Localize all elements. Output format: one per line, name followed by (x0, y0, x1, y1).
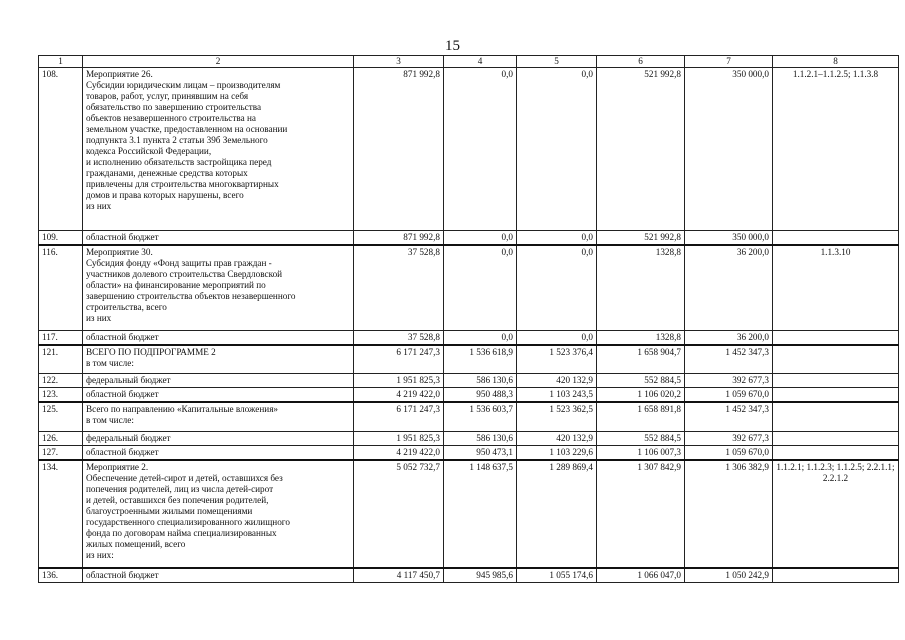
description-line: жилых помещений, всего (86, 538, 186, 549)
target-reference-cell (773, 374, 899, 388)
amount-cell-c3: 871 992,8 (354, 231, 444, 246)
target-reference-cell (773, 231, 899, 246)
amount-cell-c5: 1 055 174,6 (517, 568, 597, 583)
description-line: фонда по договорам найма специализированных (86, 527, 277, 538)
column-header: 1 (39, 56, 83, 68)
amount-cell-c4: 950 473,1 (444, 445, 517, 460)
amount-cell-c5: 0,0 (517, 68, 597, 231)
target-reference-cell (773, 445, 899, 460)
amount-cell-c7: 1 059 670,0 (685, 388, 773, 403)
description-line: домов и права которых нарушены, всего (86, 190, 244, 200)
amount-cell-c7: 392 677,3 (685, 374, 773, 388)
amount-cell-c3: 4 117 450,7 (354, 568, 444, 583)
amount-cell-c7: 36 200,0 (685, 330, 773, 345)
column-header: 7 (685, 56, 773, 68)
amount-cell-c7: 350 000,0 (685, 231, 773, 246)
description-line: из них (86, 313, 112, 323)
column-header: 2 (83, 56, 354, 68)
target-reference-cell (773, 388, 899, 403)
amount-cell-c5: 1 289 869,4 (517, 460, 597, 568)
amount-cell-c4: 0,0 (444, 68, 517, 231)
amount-cell-c3: 5 052 732,7 (354, 460, 444, 568)
amount-cell-c5: 1 103 243,5 (517, 388, 597, 403)
amount-cell-c3: 37 528,8 (354, 330, 444, 345)
amount-cell-c5: 0,0 (517, 245, 597, 330)
amount-cell-c4: 586 130,6 (444, 374, 517, 388)
description-line: объектов незавершенного строительства на (86, 113, 256, 123)
amount-cell-c7: 1 452 347,3 (685, 402, 773, 431)
amount-cell-c5: 1 103 229,6 (517, 445, 597, 460)
description-line: попечения родителей, лиц из числа детей-сирот (86, 483, 274, 494)
target-reference-cell (773, 568, 899, 583)
amount-cell-c4: 586 130,6 (444, 431, 517, 445)
table-row (39, 460, 899, 568)
amount-cell-c3: 871 992,8 (354, 68, 444, 231)
page-number: 15 (445, 38, 460, 54)
amount-cell-c6: 1 307 842,9 (597, 460, 685, 568)
table-row (39, 568, 899, 583)
amount-cell-c5: 420 132,9 (517, 431, 597, 445)
table-body (39, 68, 899, 583)
description-line: Мероприятие 2. (86, 461, 149, 472)
description-line: завершению строительства объектов незавершенного (86, 291, 296, 301)
row-number-cell: 109. (39, 231, 83, 246)
description-line: из них: (86, 549, 114, 560)
row-number-cell: 123. (39, 388, 83, 403)
description-line: области» на финансирование мероприятий по (86, 280, 266, 290)
amount-cell-c6: 521 992,8 (597, 68, 685, 231)
description-line: Субсидии юридическим лицам – производителям (86, 80, 281, 90)
amount-cell-c5: 0,0 (517, 330, 597, 345)
column-header: 3 (354, 56, 444, 68)
target-reference-cell: 1.1.3.10 (773, 245, 899, 330)
row-number-cell: 117. (39, 330, 83, 345)
amount-cell-c4: 950 488,3 (444, 388, 517, 403)
description-line: кодекса Российской Федерации, (86, 146, 212, 156)
amount-cell-c6: 1 658 904,7 (597, 345, 685, 374)
amount-cell-c3: 1 951 825,3 (354, 374, 444, 388)
amount-cell-c5: 0,0 (517, 231, 597, 246)
description-cell (83, 68, 354, 231)
amount-cell-c7: 392 677,3 (685, 431, 773, 445)
description-line: Мероприятие 26. (86, 69, 153, 79)
column-header: 5 (517, 56, 597, 68)
amount-cell-c5: 420 132,9 (517, 374, 597, 388)
table-row (39, 245, 899, 330)
table-row (39, 431, 899, 445)
description-line: земельном участке, предоставленном на основании (86, 124, 288, 134)
row-number-cell: 134. (39, 460, 83, 568)
description-cell (83, 431, 354, 445)
description-line: областной бюджет (86, 232, 159, 242)
amount-cell-c3: 4 219 422,0 (354, 388, 444, 403)
target-reference-cell (773, 402, 899, 431)
table-row (39, 231, 899, 246)
amount-cell-c6: 1328,8 (597, 245, 685, 330)
amount-cell-c6: 1 658 891,8 (597, 402, 685, 431)
description-line: и исполнению обязательств застройщика перед (86, 157, 272, 167)
row-number-cell: 121. (39, 345, 83, 374)
description-line: государственного специализированного жилищного (86, 516, 290, 527)
row-number-cell: 125. (39, 402, 83, 431)
target-reference-cell (773, 345, 899, 374)
description-line: федеральный бюджет (86, 375, 171, 385)
table-row (39, 68, 899, 231)
budget-table (38, 55, 899, 583)
description-line: в том числе: (86, 357, 134, 368)
column-header: 4 (444, 56, 517, 68)
table-row (39, 388, 899, 403)
row-number-cell: 136. (39, 568, 83, 583)
amount-cell-c5: 1 523 376,4 (517, 345, 597, 374)
amount-cell-c6: 1328,8 (597, 330, 685, 345)
row-number-cell: 122. (39, 374, 83, 388)
target-reference-cell: 1.1.2.1; 1.1.2.3; 1.1.2.5; 2.2.1.1; 2.2.1.2 (773, 460, 899, 568)
amount-cell-c6: 552 884,5 (597, 431, 685, 445)
target-reference-cell (773, 330, 899, 345)
target-reference-cell: 1.1.2.1–1.1.2.5; 1.1.3.8 (773, 68, 899, 231)
description-cell (83, 245, 354, 330)
column-header: 6 (597, 56, 685, 68)
table-row (39, 374, 899, 388)
amount-cell-c6: 1 066 047,0 (597, 568, 685, 583)
description-cell (83, 345, 354, 374)
amount-cell-c4: 1 148 637,5 (444, 460, 517, 568)
amount-cell-c6: 1 106 020,2 (597, 388, 685, 403)
amount-cell-c7: 1 306 382,9 (685, 460, 773, 568)
amount-cell-c6: 521 992,8 (597, 231, 685, 246)
table-row (39, 402, 899, 431)
amount-cell-c4: 0,0 (444, 330, 517, 345)
amount-cell-c7: 1 050 242,9 (685, 568, 773, 583)
description-cell (83, 388, 354, 403)
description-cell (83, 374, 354, 388)
amount-cell-c3: 37 528,8 (354, 245, 444, 330)
description-cell (83, 460, 354, 568)
description-cell (83, 231, 354, 246)
description-line: участников долевого строительства Свердловской (86, 269, 283, 279)
table-header-row (39, 56, 899, 68)
table-row (39, 330, 899, 345)
amount-cell-c7: 350 000,0 (685, 68, 773, 231)
description-line: и детей, оставшихся без попечения родителей, (86, 494, 269, 505)
description-line: благоустроенными жилыми помещениями (86, 505, 253, 516)
description-line: Всего по направлению «Капитальные вложения» (86, 404, 279, 414)
description-line: Обеспечение детей-сирот и детей, оставшихся без (86, 472, 283, 483)
description-line: областной бюджет (86, 389, 159, 399)
amount-cell-c3: 6 171 247,3 (354, 345, 444, 374)
description-cell (83, 568, 354, 583)
description-line: федеральный бюджет (86, 432, 171, 443)
row-number-cell: 116. (39, 245, 83, 330)
description-line: ВСЕГО ПО ПОДПРОГРАММЕ 2 (86, 346, 216, 357)
row-number-cell: 126. (39, 431, 83, 445)
amount-cell-c5: 1 523 362,5 (517, 402, 597, 431)
amount-cell-c6: 1 106 007,3 (597, 445, 685, 460)
amount-cell-c4: 0,0 (444, 245, 517, 330)
description-line: гражданами, денежные средства которых (86, 168, 248, 178)
description-line: областной бюджет (86, 446, 159, 457)
amount-cell-c3: 4 219 422,0 (354, 445, 444, 460)
description-cell (83, 445, 354, 460)
amount-cell-c4: 945 985,6 (444, 568, 517, 583)
row-number-cell: 127. (39, 445, 83, 460)
row-number-cell: 108. (39, 68, 83, 231)
description-cell (83, 402, 354, 431)
description-line: Мероприятие 30. (86, 247, 153, 257)
description-line: областной бюджет (86, 331, 159, 342)
amount-cell-c7: 1 059 670,0 (685, 445, 773, 460)
amount-cell-c4: 1 536 618,9 (444, 345, 517, 374)
description-cell (83, 330, 354, 345)
description-line: областной бюджет (86, 569, 159, 580)
table-row (39, 445, 899, 460)
description-line: товаров, работ, услуг, принявшим на себя (86, 91, 249, 101)
amount-cell-c7: 36 200,0 (685, 245, 773, 330)
description-line: Субсидия фонду «Фонд защиты прав граждан - (86, 258, 272, 268)
amount-cell-c7: 1 452 347,3 (685, 345, 773, 374)
amount-cell-c4: 0,0 (444, 231, 517, 246)
amount-cell-c3: 1 951 825,3 (354, 431, 444, 445)
description-line: в том числе: (86, 415, 134, 425)
column-header: 8 (773, 56, 899, 68)
description-line: строительства, всего (86, 302, 167, 312)
amount-cell-c3: 6 171 247,3 (354, 402, 444, 431)
description-line: привлечены для строительства многоквартирных (86, 179, 279, 189)
description-line: подпункта 3.1 пункта 2 статьи 39б Земельного (86, 135, 268, 145)
amount-cell-c4: 1 536 603,7 (444, 402, 517, 431)
description-line: из них (86, 201, 112, 211)
amount-cell-c6: 552 884,5 (597, 374, 685, 388)
table-row (39, 345, 899, 374)
description-line: обязательство по завершению строительства (86, 102, 262, 112)
target-reference-cell (773, 431, 899, 445)
